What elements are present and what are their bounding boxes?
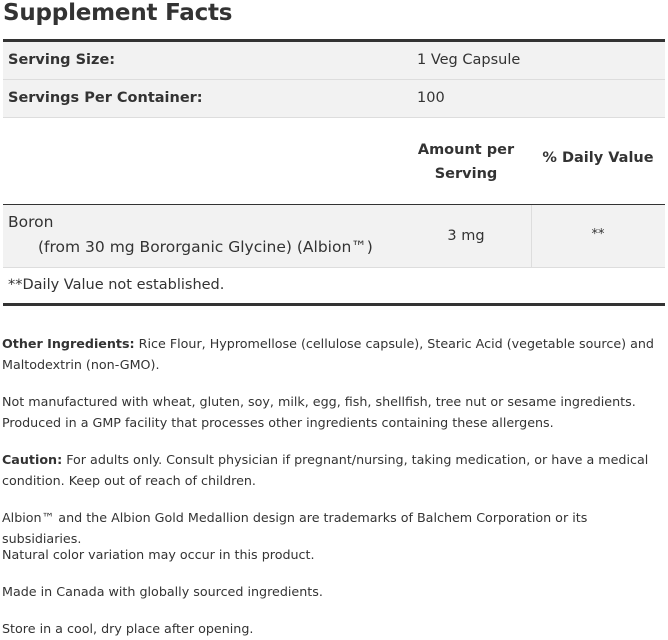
origin-statement: Made in Canada with globally sourced ingredients.	[2, 584, 323, 599]
other-ingredients	[2, 333, 666, 375]
servings-per-container-label: Servings Per Container:	[8, 90, 203, 106]
footnote-text: **Daily Value not established.	[8, 277, 225, 293]
daily-value-header: % Daily Value	[542, 150, 654, 166]
other-ingredients-label: Other Ingredients:	[2, 336, 135, 351]
caution-label: Caution:	[2, 452, 63, 467]
nutrient-name: Boron	[8, 213, 54, 231]
serving-size-label: Serving Size:	[8, 52, 116, 68]
storage-instructions: Store in a cool, dry place after opening.	[2, 621, 254, 636]
nutrient-amount: 3 mg	[447, 228, 485, 244]
allergen-statement: Not manufactured with wheat, gluten, soy, milk, egg, fish, shellfish, tree nut or sesame ingredients. Produced in a GMP facility that processes other ingredients containing these allergens.	[2, 394, 636, 430]
amount-header-line2: Serving	[434, 166, 498, 182]
page-title: Supplement Facts	[3, 0, 233, 26]
supplement-facts-table	[3, 39, 665, 306]
caution-statement	[2, 449, 666, 491]
serving-size-row	[3, 42, 665, 80]
caution-text: For adults only. Consult physician if pregnant/nursing, taking medication, or have a medical condition. Keep out of reach of children.	[2, 452, 649, 488]
servings-per-container-value: 100	[417, 90, 445, 106]
nutrient-daily-value: **	[591, 227, 605, 242]
amount-header-line1: Amount per	[417, 142, 515, 158]
servings-per-container-row	[3, 80, 665, 118]
color-variation-note: Natural color variation may occur in this product.	[2, 547, 315, 562]
other-ingredients-text: Rice Flour, Hypromellose (cellulose capsule), Stearic Acid (vegetable source) and Maltodextrin (non-GMO).	[2, 336, 654, 372]
column-header-row	[3, 118, 665, 204]
serving-size-value: 1 Veg Capsule	[417, 52, 521, 68]
nutrient-source: (from 30 mg Bororganic Glycine) (Albion™)	[38, 238, 373, 256]
nutrient-row	[3, 204, 665, 268]
trademark-statement: Albion™ and the Albion Gold Medallion design are trademarks of Balchem Corporation or its subsidiaries.	[2, 510, 588, 546]
amount-per-serving-header	[407, 138, 525, 186]
bottom-rule	[3, 303, 665, 306]
footnote-row	[3, 268, 665, 303]
